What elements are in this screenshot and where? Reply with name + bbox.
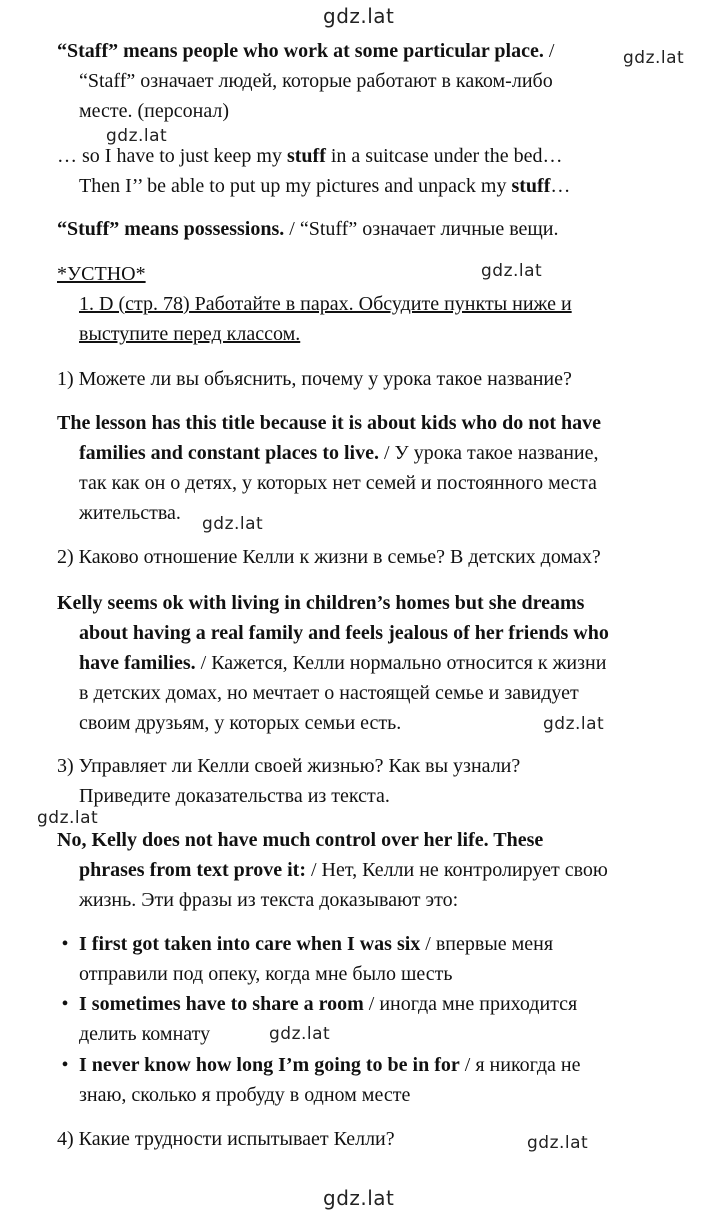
quote-text: Then I’’ be able to put up my pictures and unpack my [79, 175, 512, 197]
quote-en: I first got taken into care when I was six [79, 933, 421, 955]
quote-ru: знаю, сколько я пробуду в одном месте [79, 1084, 411, 1106]
staff-definition-ru: “Staff” означает людей, которые работают в каком-либо [79, 70, 553, 92]
answer-ru: / У урока такое название, [379, 442, 599, 464]
quote-ru: / я никогда не [459, 1054, 581, 1076]
quote-keyword: stuff [286, 145, 326, 167]
answer-ru: жизнь. Эти фразы из текста доказывают это: [79, 889, 459, 911]
list-item [57, 929, 719, 989]
quote-en: I sometimes have to share a room [79, 993, 364, 1015]
task-instruction [57, 289, 697, 349]
answer-en: families and constant places to live. [79, 442, 379, 464]
quote-ru: отправили под опеку, когда мне было шесть [79, 963, 453, 985]
staff-definition [57, 36, 697, 126]
watermark: gdz.lat [269, 1024, 331, 1044]
answer-en: about having a real family and feels jealous of her friends who [79, 622, 609, 644]
answer-en: have families. [79, 652, 196, 674]
answer-en: The lesson has this title because it is about kids who do not have [57, 412, 601, 434]
task-line: 1. D (стр. 78) Работайте в парах. Обсудите пункты ниже и [79, 293, 572, 315]
answer-2 [57, 588, 697, 738]
watermark-top: gdz.lat [323, 4, 395, 28]
watermark: gdz.lat [527, 1133, 589, 1153]
watermark: gdz.lat [106, 126, 168, 146]
watermark: gdz.lat [37, 808, 99, 828]
answer-3 [57, 825, 697, 915]
list-item [57, 989, 719, 1049]
stuff-definition [57, 214, 697, 244]
quote-text: in a suitcase under the bed… [325, 145, 563, 167]
staff-definition-ru: месте. (персонал) [79, 100, 230, 122]
watermark: gdz.lat [543, 714, 605, 734]
question-1: 1) Можете ли вы объяснить, почему у урока такое название? [57, 368, 572, 390]
separator: / [543, 40, 555, 62]
answer-en: No, Kelly does not have much control over her life. These [57, 829, 544, 851]
answer-ru: жительства. [79, 502, 181, 524]
answer-ru: / Кажется, Келли нормально относится к жизни [195, 652, 607, 674]
answer-ru: в детских домах, но мечтает о настоящей семье и завидует [79, 682, 579, 704]
watermark: gdz.lat [202, 514, 264, 534]
answer-ru: так как он о детях, у которых нет семей и постоянного места [79, 472, 597, 494]
question-2: 2) Каково отношение Келли к жизни в семье? В детских домах? [57, 546, 601, 568]
bullet-icon: • [61, 933, 69, 955]
quote-text: … [550, 175, 571, 197]
task-line: выступите перед классом. [79, 323, 301, 345]
quote-ru: делить комнату [79, 1023, 211, 1045]
question-line: 3) Управляет ли Келли своей жизнью? Как вы узнали? [57, 755, 521, 777]
staff-definition-en: “Staff” means people who work at some particular place. [57, 40, 544, 62]
bullet-icon: • [61, 1054, 69, 1076]
watermark: gdz.lat [481, 261, 543, 281]
quote-keyword: stuff [511, 175, 551, 197]
question-line: Приведите доказательства из текста. [79, 785, 390, 807]
list-item [57, 1050, 719, 1110]
answer-en: Kelly seems ok with living in children’s homes but she dreams [57, 592, 585, 614]
quote-en: I never know how long I’m going to be in for [79, 1054, 460, 1076]
quote-ru: / иногда мне приходится [363, 993, 578, 1015]
answer-en: phrases from text prove it: [79, 859, 306, 881]
watermark-bottom: gdz.lat [323, 1186, 395, 1210]
question-3 [57, 751, 697, 811]
answer-1 [57, 408, 697, 528]
watermark: gdz.lat [623, 48, 685, 68]
bullet-icon: • [61, 993, 69, 1015]
answer-ru: своим друзьям, у которых семьи есть. [79, 712, 402, 734]
stuff-definition-en: “Stuff” means possessions. [57, 218, 285, 240]
quote-ru: / впервые меня [420, 933, 554, 955]
quote-text: … so I have to just keep my [57, 145, 287, 167]
answer-ru: / Нет, Келли не контролирует свою [306, 859, 608, 881]
stuff-definition-ru: / “Stuff” означает личные вещи. [284, 218, 559, 240]
question-4: 4) Какие трудности испытывает Келли? [57, 1128, 395, 1150]
oral-label: *УСТНО* [57, 263, 146, 285]
stuff-quote [57, 141, 697, 201]
